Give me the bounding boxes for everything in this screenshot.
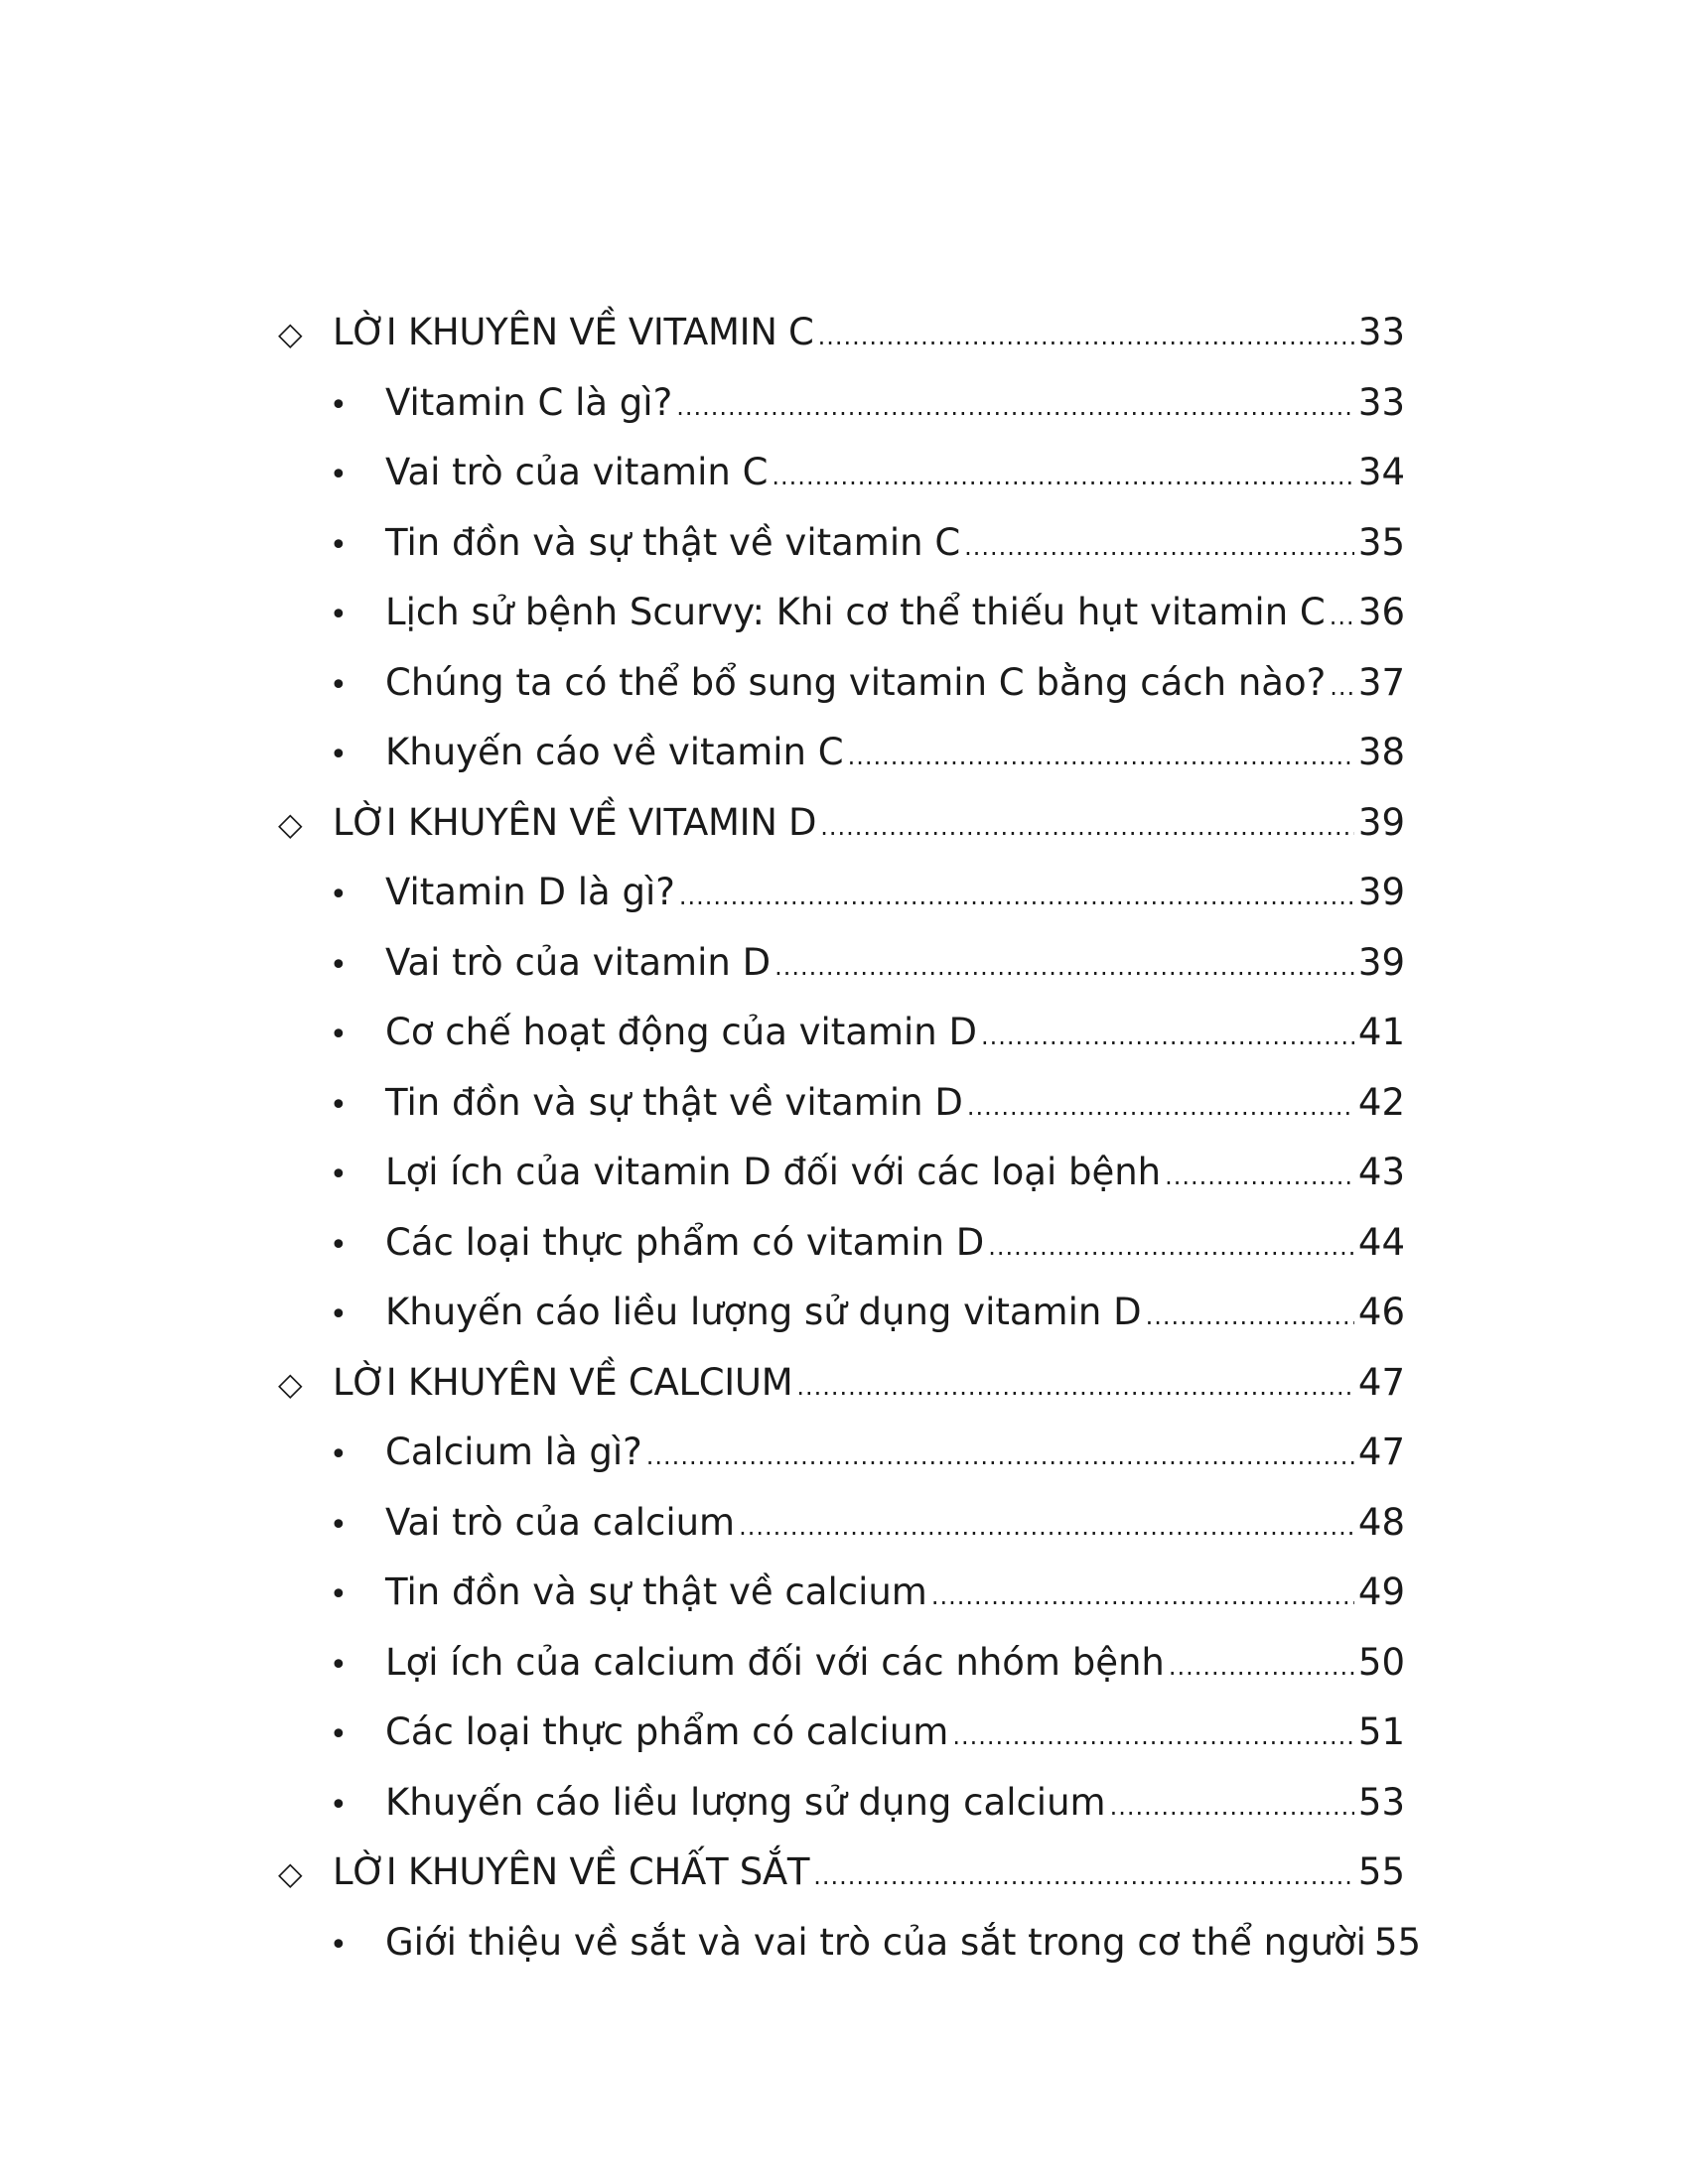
toc-item-title: Chúng ta có thể bổ sung vitamin C bằng cách nào?	[385, 660, 1327, 704]
bullet-icon: •	[330, 947, 348, 983]
toc-section-title: LỜI KHUYÊN VỀ CALCIUM	[333, 1360, 793, 1404]
toc-item-title: Lợi ích của vitamin D đối với các loại bệnh	[385, 1151, 1162, 1193]
toc-page-number: 43	[1357, 1151, 1405, 1193]
dot-leader	[1146, 1282, 1354, 1352]
dot-leader	[739, 1492, 1354, 1563]
dot-leader	[848, 722, 1354, 792]
dot-leader	[1169, 1632, 1354, 1703]
dot-leader	[988, 1212, 1354, 1283]
toc-item[interactable]	[278, 1698, 1405, 1768]
toc-page-number: 39	[1357, 940, 1405, 984]
dot-leader	[1330, 652, 1354, 723]
dot-leader	[820, 792, 1354, 863]
toc-page-number: 49	[1357, 1570, 1405, 1613]
toc-page-number: 48	[1357, 1500, 1405, 1544]
toc-item[interactable]	[278, 718, 1405, 788]
toc-page-number: 41	[1357, 1011, 1405, 1053]
dot-leader	[1110, 1772, 1354, 1843]
bullet-icon: •	[330, 1717, 348, 1752]
toc-item[interactable]	[278, 1628, 1405, 1699]
toc-section-title: LỜI KHUYÊN VỀ VITAMIN D	[333, 800, 817, 844]
bullet-icon: •	[330, 458, 348, 492]
toc-item[interactable]	[278, 1908, 1422, 1979]
toc-page-number: 44	[1357, 1220, 1405, 1264]
toc-item[interactable]	[278, 648, 1405, 719]
dot-leader	[967, 1072, 1354, 1143]
diamond-icon: ◇	[278, 804, 303, 843]
toc-item-title: Giới thiệu về sắt và vai trò của sắt trong cơ thể người	[385, 1920, 1366, 1964]
dot-leader	[646, 1422, 1354, 1492]
toc-page-number: 33	[1357, 380, 1405, 424]
dot-leader	[774, 932, 1354, 1003]
toc-page-number: 55	[1357, 1850, 1405, 1893]
toc-page-number: 42	[1357, 1080, 1405, 1124]
toc-item[interactable]	[278, 928, 1405, 999]
toc-page-number: 39	[1357, 800, 1405, 844]
toc-section-vitamin-d[interactable]	[278, 788, 1405, 859]
toc-page-number: 47	[1357, 1431, 1405, 1473]
toc-item-title: Khuyến cáo liều lượng sử dụng calcium	[385, 1780, 1106, 1824]
toc-item-title: Khuyến cáo về vitamin C	[385, 731, 844, 773]
toc-item-title: Vai trò của calcium	[385, 1500, 736, 1544]
toc-item-title: Các loại thực phẩm có calcium	[385, 1710, 949, 1753]
toc-item-title: Tin đồn và sự thật về vitamin D	[385, 1080, 963, 1124]
bullet-icon: •	[330, 1647, 348, 1683]
toc-item[interactable]	[278, 1278, 1405, 1348]
toc-page-number: 33	[1357, 311, 1405, 353]
toc-page-number: 38	[1357, 731, 1405, 773]
bullet-icon: •	[330, 598, 348, 632]
dot-leader	[952, 1702, 1354, 1772]
toc-page-number: 50	[1357, 1640, 1405, 1684]
toc-item-title: Tin đồn và sự thật về vitamin C	[385, 520, 961, 564]
toc-item[interactable]	[278, 858, 1405, 928]
toc-item[interactable]	[278, 578, 1405, 648]
toc-item[interactable]	[278, 438, 1405, 508]
bullet-icon: •	[330, 1018, 348, 1052]
bullet-icon: •	[330, 527, 348, 563]
toc-item[interactable]	[278, 1138, 1405, 1208]
bullet-icon: •	[330, 1227, 348, 1263]
toc-item-title: Lịch sử bệnh Scurvy: Khi cơ thể thiếu hụt vitamin C	[385, 591, 1326, 633]
diamond-icon: ◇	[278, 1854, 303, 1892]
bullet-icon: •	[330, 1577, 348, 1612]
dot-leader	[796, 1352, 1354, 1423]
toc-page-number: 47	[1357, 1360, 1405, 1404]
dot-leader	[813, 1842, 1354, 1912]
bullet-icon: •	[330, 1927, 348, 1963]
dot-leader	[1165, 1142, 1354, 1212]
toc-item-title: Vitamin C là gì?	[385, 380, 673, 424]
toc-section-vitamin-c[interactable]	[278, 298, 1405, 368]
bullet-icon: •	[330, 1297, 348, 1332]
dot-leader	[931, 1562, 1354, 1632]
toc-page-number: 37	[1357, 660, 1405, 704]
toc-page-number: 34	[1357, 451, 1405, 493]
dot-leader	[964, 512, 1354, 583]
toc-item-title: Các loại thực phẩm có vitamin D	[385, 1220, 985, 1264]
diamond-icon: ◇	[278, 315, 303, 352]
bullet-icon: •	[330, 1087, 348, 1123]
toc-item-title: Lợi ích của calcium đối với các nhóm bệnh	[385, 1640, 1165, 1684]
toc-page-number: 55	[1373, 1920, 1422, 1964]
toc-page-number: 53	[1357, 1780, 1405, 1824]
dot-leader	[818, 302, 1354, 372]
toc-item-title: Tin đồn và sự thật về calcium	[385, 1570, 927, 1613]
toc-page-number: 46	[1357, 1291, 1405, 1333]
bullet-icon: •	[330, 878, 348, 912]
bullet-icon: •	[330, 1787, 348, 1823]
toc-item[interactable]	[278, 1488, 1405, 1559]
toc-page-number: 39	[1357, 871, 1405, 913]
toc-page-number: 36	[1357, 591, 1405, 633]
toc-page-number: 51	[1357, 1710, 1405, 1753]
dot-leader	[679, 862, 1354, 932]
bullet-icon: •	[330, 738, 348, 772]
bullet-icon: •	[330, 667, 348, 703]
dot-leader	[1330, 582, 1354, 652]
diamond-icon: ◇	[278, 1364, 303, 1403]
table-of-contents	[278, 298, 1422, 1978]
bullet-icon: •	[330, 1437, 348, 1472]
toc-item[interactable]	[278, 1068, 1405, 1139]
dot-leader	[981, 1002, 1354, 1072]
toc-item[interactable]	[278, 1768, 1405, 1839]
toc-item-title: Vitamin D là gì?	[385, 871, 675, 913]
toc-item[interactable]	[278, 998, 1405, 1068]
toc-item[interactable]	[278, 1418, 1405, 1488]
toc-page-number: 35	[1357, 520, 1405, 564]
toc-item-title: Calcium là gì?	[385, 1431, 642, 1473]
toc-section-calcium[interactable]	[278, 1348, 1405, 1419]
toc-item-title: Khuyến cáo liều lượng sử dụng vitamin D	[385, 1291, 1142, 1333]
toc-section-title: LỜI KHUYÊN VỀ CHẤT SẮT	[333, 1850, 810, 1893]
toc-item-title: Vai trò của vitamin D	[385, 940, 772, 984]
toc-section-title: LỜI KHUYÊN VỀ VITAMIN C	[333, 311, 814, 353]
dot-leader	[772, 442, 1353, 512]
dot-leader	[676, 372, 1354, 443]
toc-item-title: Cơ chế hoạt động của vitamin D	[385, 1011, 978, 1053]
bullet-icon: •	[330, 1158, 348, 1192]
toc-item[interactable]	[278, 1208, 1405, 1279]
toc-section-iron[interactable]	[278, 1838, 1405, 1908]
bullet-icon: •	[330, 387, 348, 423]
toc-item[interactable]	[278, 508, 1405, 579]
toc-item[interactable]	[278, 1558, 1405, 1628]
toc-item[interactable]	[278, 368, 1405, 439]
toc-item-title: Vai trò của vitamin C	[385, 451, 769, 493]
bullet-icon: •	[330, 1507, 348, 1543]
